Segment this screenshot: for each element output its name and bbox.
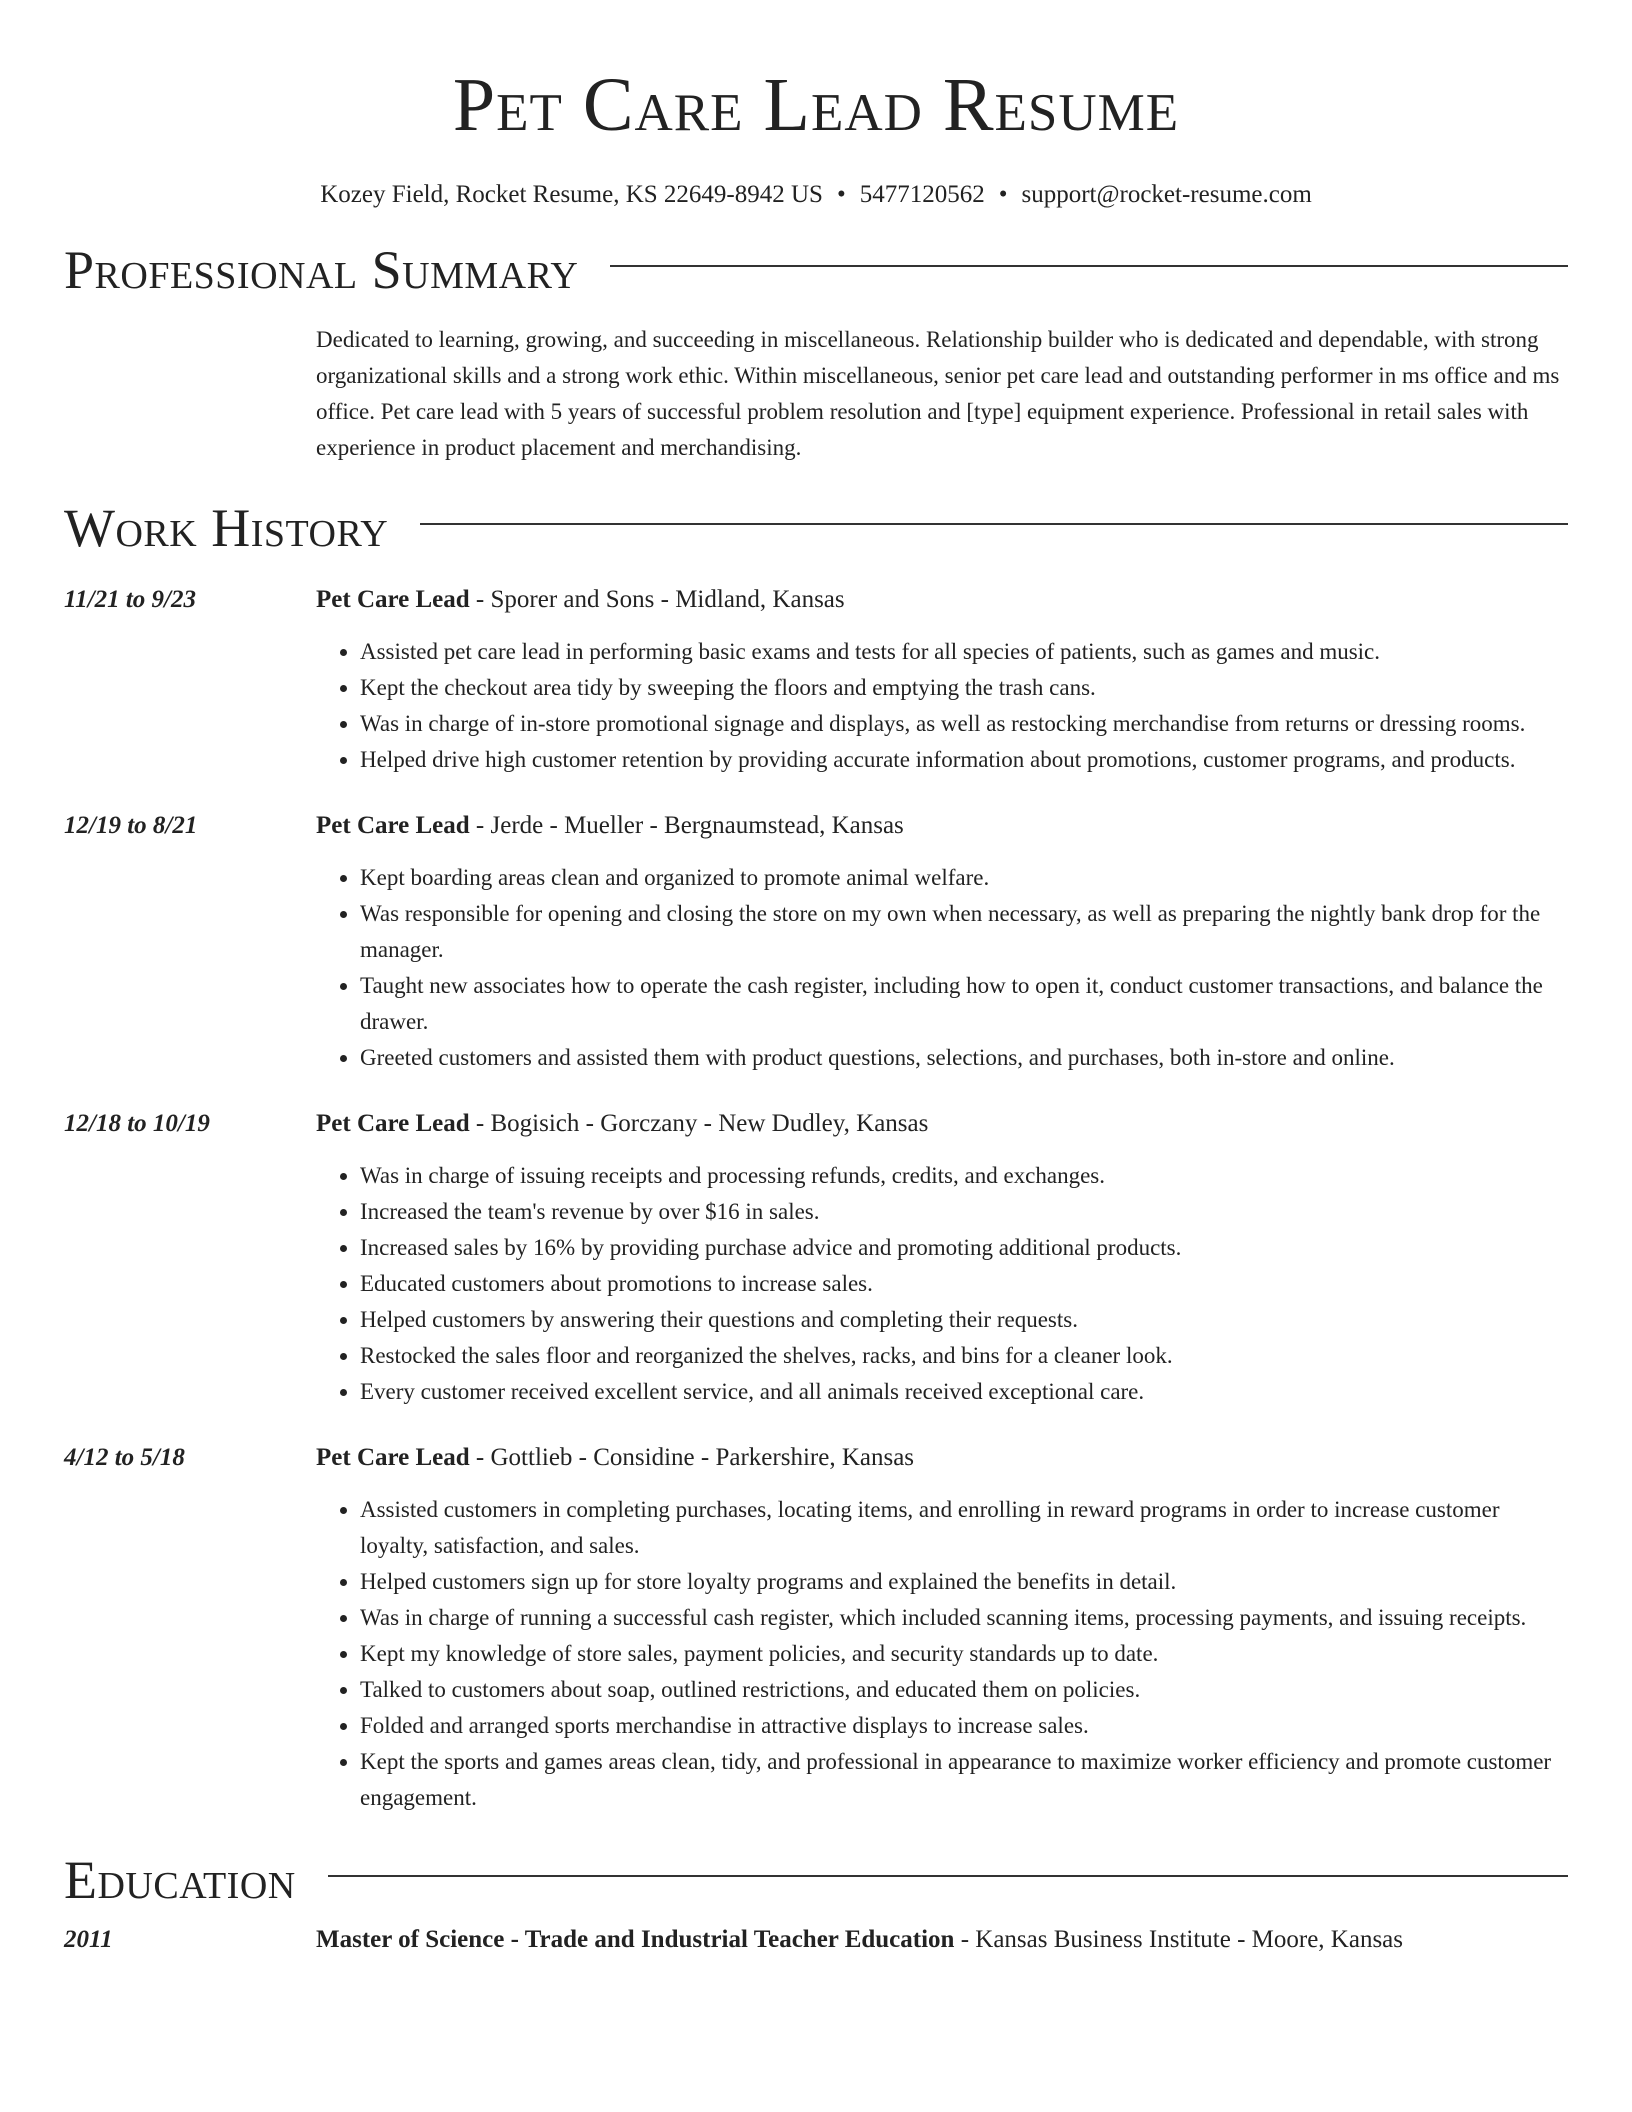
duty-list (316, 860, 1568, 1076)
duty-item: • Restocked the sales floor and reorganized the shelves, racks, and bins for a cleaner look. (360, 1338, 1568, 1374)
education-heading: Education (64, 1850, 296, 1910)
summary-section-header (64, 238, 1568, 302)
work-entry-body (316, 1442, 1568, 1816)
education-entry-body (316, 1924, 1568, 1956)
work-entry-header (316, 1442, 1568, 1474)
duty-item: • Kept boarding areas clean and organized to promote animal welfare. (360, 860, 1568, 896)
duty-list (316, 634, 1568, 778)
work-history-list (64, 584, 1568, 1816)
duty-item: • Helped drive high customer retention by providing accurate information about promotions, customer programs, and products. (360, 742, 1568, 778)
work-entry-body (316, 810, 1568, 1076)
work-dates: 11/21 to 9/23 (64, 586, 196, 613)
duty-item: • Kept my knowledge of store sales, payment policies, and security standards up to date. (360, 1636, 1568, 1672)
duty-item: • Was in charge of in-store promotional signage and displays, as well as restocking merchandise from returns or dressing rooms. (360, 706, 1568, 742)
work-section-header (64, 496, 1568, 560)
duty-item: • Assisted customers in completing purchases, locating items, and enrolling in reward programs in order to increase customer loyalty, satisfaction, and sales. (360, 1492, 1568, 1564)
duty-item: • Helped customers by answering their questions and completing their requests. (360, 1302, 1568, 1338)
work-entry (64, 1108, 1568, 1410)
contact-line (64, 180, 1568, 210)
duty-item: • Was responsible for opening and closing the store on my own when necessary, as well as preparing the nightly bank drop for the manager. (360, 896, 1568, 968)
education-year: 2011 (64, 1926, 113, 1953)
education-section-header (64, 1848, 1568, 1912)
education-entry-header (316, 1924, 1568, 1956)
duty-list (316, 1492, 1568, 1816)
employer-location: - Sporer and Sons - Midland, Kansas (469, 586, 845, 613)
duty-item: • Assisted pet care lead in performing basic exams and tests for all species of patients, such as games and music. (360, 634, 1568, 670)
duty-list (316, 1158, 1568, 1410)
section-divider (610, 265, 1568, 267)
work-heading: Work History (64, 498, 389, 558)
work-dates: 12/19 to 8/21 (64, 812, 198, 839)
summary-text: Dedicated to learning, growing, and succeeding in miscellaneous. Relationship builder who is dedicated and dependable, with strong organizational skills and a strong work ethic. Within miscellaneous, senior pet care lead and outstanding performer in ms office and ms office. Pet care lead with 5 years of successful problem resolution and [type] equipment experience. Professional in retail sales with experience in product placement and merchandising. (316, 327, 1560, 460)
section-divider (420, 523, 1568, 525)
work-entry (64, 584, 1568, 778)
work-dates: 4/12 to 5/18 (64, 1444, 185, 1471)
work-entry-header (316, 584, 1568, 616)
duty-item: • Kept the sports and games areas clean, tidy, and professional in appearance to maximize worker efficiency and promote customer engagement. (360, 1744, 1568, 1816)
education-entry (64, 1924, 1568, 1956)
duty-item: • Talked to customers about soap, outlined restrictions, and educated them on policies. (360, 1672, 1568, 1708)
school-location: - Kansas Business Institute - Moore, Kansas (954, 1926, 1404, 1953)
job-title: Pet Care Lead (316, 586, 470, 613)
work-entry-header (316, 1108, 1568, 1140)
contact-email: support@rocket-resume.com (1021, 181, 1312, 208)
duty-item: • Kept the checkout area tidy by sweeping the floors and emptying the trash cans. (360, 670, 1568, 706)
contact-separator: • (836, 181, 846, 208)
contact-address: Kozey Field, Rocket Resume, KS 22649-8942 US (320, 181, 823, 208)
work-entry-body (316, 1108, 1568, 1410)
resume-title: Pet Care Lead Resume (452, 63, 1180, 147)
work-entry-header (316, 810, 1568, 842)
duty-item: • Every customer received excellent service, and all animals received exceptional care. (360, 1374, 1568, 1410)
duty-item: • Greeted customers and assisted them with product questions, selections, and purchases, both in-store and online. (360, 1040, 1568, 1076)
duty-item: • Increased sales by 16% by providing purchase advice and promoting additional products. (360, 1230, 1568, 1266)
duty-item: • Was in charge of issuing receipts and processing refunds, credits, and exchanges. (360, 1158, 1568, 1194)
work-dates: 12/18 to 10/19 (64, 1110, 210, 1137)
job-title: Pet Care Lead (316, 1444, 470, 1471)
summary-heading: Professional Summary (64, 240, 579, 300)
education-list (64, 1924, 1568, 1956)
work-entry (64, 810, 1568, 1076)
job-title: Pet Care Lead (316, 812, 470, 839)
section-divider (328, 1875, 1568, 1877)
work-entry-body (316, 584, 1568, 778)
duty-item: • Was in charge of running a successful cash register, which included scanning items, processing payments, and issuing receipts. (360, 1600, 1568, 1636)
job-title: Pet Care Lead (316, 1110, 470, 1137)
duty-item: • Educated customers about promotions to increase sales. (360, 1266, 1568, 1302)
duty-item: • Taught new associates how to operate the cash register, including how to open it, conduct customer transactions, and balance the drawer. (360, 968, 1568, 1040)
degree-title: Master of Science - Trade and Industrial Teacher Education (316, 1926, 955, 1953)
contact-phone: 5477120562 (859, 181, 985, 208)
duty-item: • Folded and arranged sports merchandise in attractive displays to increase sales. (360, 1708, 1568, 1744)
employer-location: - Bogisich - Gorczany - New Dudley, Kansas (469, 1110, 929, 1137)
work-entry (64, 1442, 1568, 1816)
employer-location: - Jerde - Mueller - Bergnaumstead, Kansas (469, 812, 904, 839)
duty-item: • Increased the team's revenue by over $16 in sales. (360, 1194, 1568, 1230)
employer-location: - Gottlieb - Considine - Parkershire, Kansas (469, 1444, 915, 1471)
duty-item: • Helped customers sign up for store loyalty programs and explained the benefits in detail. (360, 1564, 1568, 1600)
contact-separator: • (998, 181, 1008, 208)
